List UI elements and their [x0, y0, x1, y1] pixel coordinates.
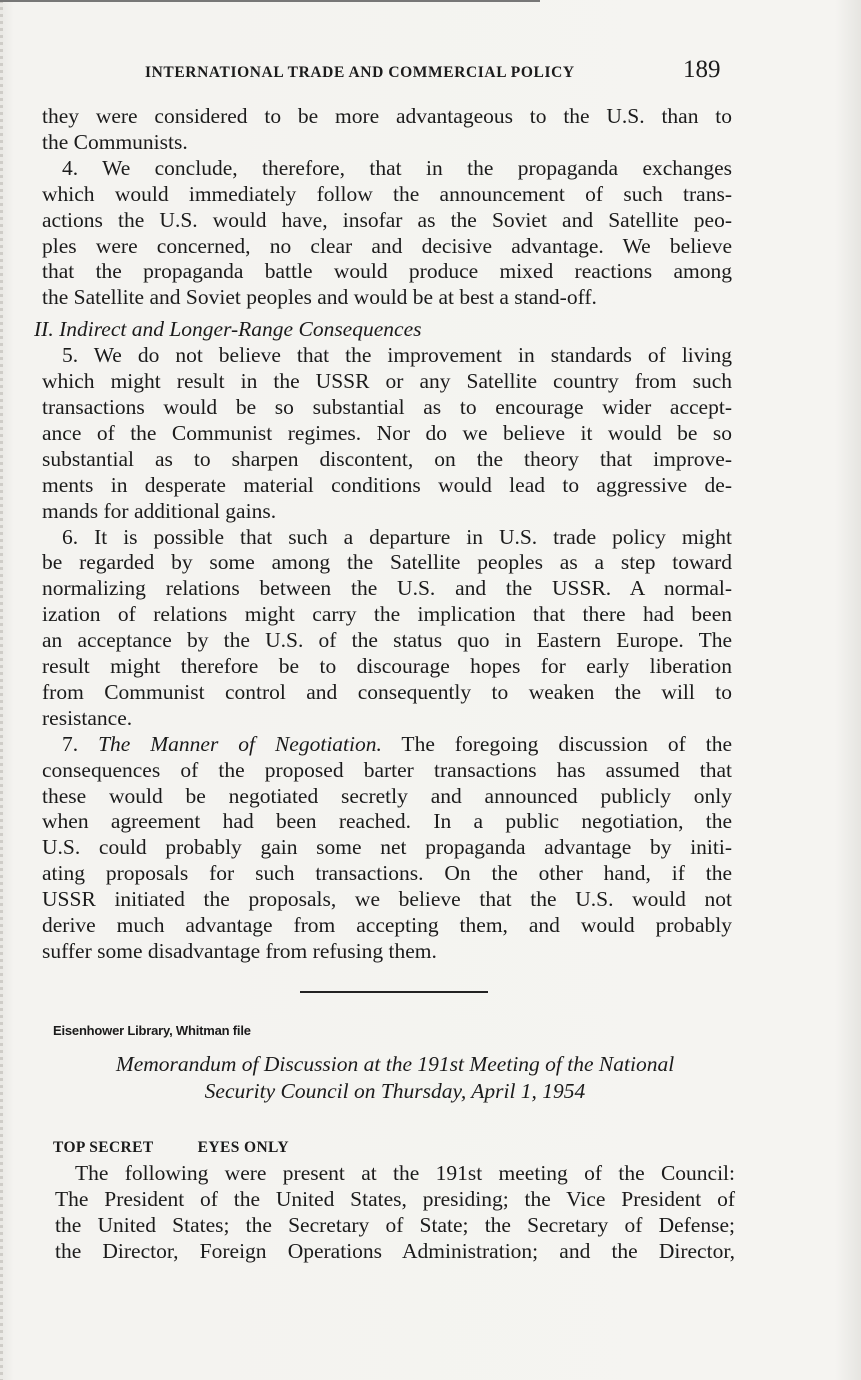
text-line: 4. We conclude, therefore, that in the propaganda exchanges — [62, 155, 732, 180]
text-line: actions the U.S. would have, insofar as the Soviet and Satellite peo- — [42, 207, 732, 232]
classification-marking — [53, 1139, 289, 1157]
text-line: which might result in the USSR or any Satellite country from such — [42, 369, 732, 394]
binding-edge — [0, 0, 3, 1380]
text-line: consequences of the proposed barter transactions has assumed that — [42, 757, 732, 782]
text-line: U.S. could probably gain some net propaganda advantage by initi- — [42, 835, 732, 860]
body-text — [34, 104, 733, 965]
paragraph-7 — [42, 732, 732, 965]
text-line: ments in desperate material conditions would lead to aggressive de- — [42, 472, 732, 497]
running-head: INTERNATIONAL TRADE AND COMMERCIAL POLICY — [145, 64, 575, 81]
text-line: resistance. — [42, 705, 133, 730]
text-line: The President of the United States, presiding; the Vice President of — [55, 1186, 735, 1211]
paragraph-5 — [42, 343, 732, 524]
classification-level: TOP SECRET — [53, 1139, 154, 1156]
text-line: the Communists. — [42, 129, 188, 154]
text-line: be regarded by some among the Satellite peoples as a step toward — [42, 550, 732, 575]
text-line — [42, 732, 732, 758]
document-title-line: Security Council on Thursday, April 1, 1954 — [204, 1079, 586, 1103]
text-line: mands for additional gains. — [42, 498, 277, 523]
paragraph-3-end — [42, 104, 732, 156]
text-line: transactions would be so substantial as to encourage wider accept- — [42, 394, 732, 419]
handling-caveat: EYES ONLY — [197, 1139, 289, 1156]
text-line: ating proposals for such transactions. On the other hand, if the — [42, 861, 732, 886]
text-line: ization of relations might carry the implication that there had been — [42, 602, 732, 627]
top-rule — [0, 0, 540, 2]
text-line: the United States; the Secretary of State; the Secretary of Defense; — [55, 1212, 735, 1237]
meeting-paragraph — [55, 1161, 735, 1265]
paragraph-7-title: The Manner of Negotiation. — [98, 731, 382, 756]
document-title-line: Memorandum of Discussion at the 191st Meeting of the National — [115, 1052, 675, 1076]
document-title — [60, 1051, 730, 1105]
paragraph-number: 7. — [62, 731, 99, 756]
text-line: that the propaganda battle would produce mixed reactions among — [42, 259, 732, 284]
text-line: suffer some disadvantage from refusing them. — [42, 939, 437, 963]
text-line: substantial as to sharpen discontent, on the theory that improve- — [42, 446, 732, 471]
text-line: the Satellite and Soviet peoples and would be at best a stand-off. — [42, 285, 597, 310]
source-note: Eisenhower Library, Whitman file — [53, 1023, 251, 1038]
text-line: derive much advantage from accepting them, and would probably — [42, 913, 732, 938]
text-line: an acceptance by the U.S. of the status quo in Eastern Europe. The — [42, 628, 732, 653]
page-number: 189 — [683, 56, 721, 83]
text-line: when agreement had been reached. In a public negotiation, the — [42, 809, 732, 834]
text-line: USSR initiated the proposals, we believe that the U.S. would not — [42, 887, 732, 912]
section-heading: II. Indirect and Longer-Range Consequences — [34, 317, 422, 342]
text-line: ples were concerned, no clear and decisive advantage. We believe — [42, 233, 732, 258]
text-line: they were considered to be more advantageous to the U.S. than to — [42, 104, 732, 128]
paragraph-6 — [42, 525, 732, 732]
text-line: from Communist control and consequently to weaken the will to — [42, 679, 732, 704]
text-run: The foregoing discussion of the — [381, 731, 733, 756]
text-line: the Director, Foreign Operations Administration; and the Director, — [55, 1238, 735, 1263]
paragraph-4 — [42, 156, 732, 311]
text-line: 6. It is possible that such a departure in U.S. trade policy might — [62, 524, 732, 549]
section-divider — [300, 991, 488, 993]
text-line: result might therefore be to discourage hopes for early liberation — [42, 654, 732, 679]
text-line: normalizing relations between the U.S. and the USSR. A normal- — [42, 576, 732, 601]
text-line: ance of the Communist regimes. Nor do we believe it would be so — [42, 420, 732, 445]
text-line: which would immediately follow the announcement of such trans- — [42, 181, 732, 206]
text-line: The following were present at the 191st meeting of the Council: — [75, 1161, 735, 1185]
text-line: 5. We do not believe that the improvement in standards of living — [62, 343, 732, 368]
text-line: these would be negotiated secretly and announced publicly only — [42, 783, 732, 808]
